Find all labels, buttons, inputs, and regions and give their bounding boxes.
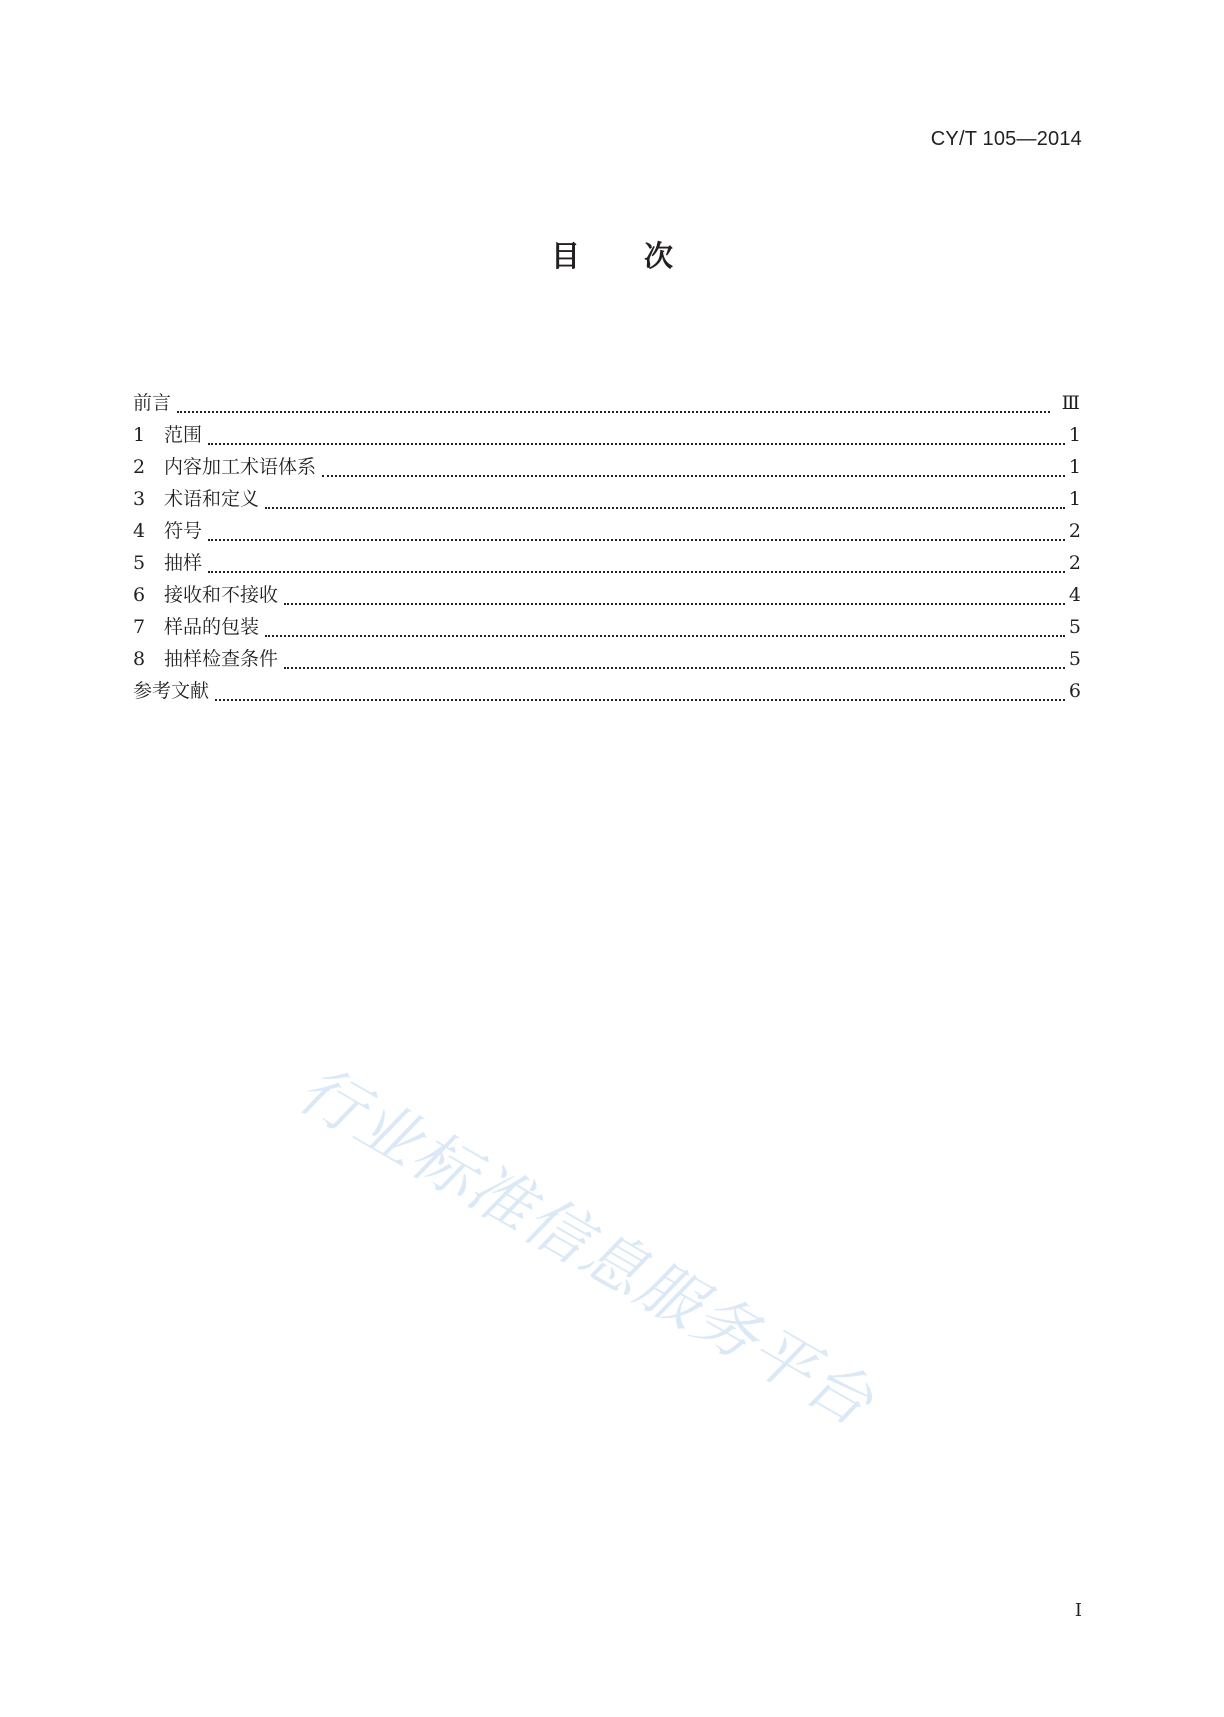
toc-entry-7[interactable] [133, 611, 1081, 643]
toc-entry-title: 样品的包装 [164, 616, 260, 638]
toc-entry-page: Ⅲ [1061, 392, 1081, 414]
toc-entry-8[interactable] [133, 643, 1081, 675]
table-of-contents [133, 387, 1081, 707]
toc-entry-title: 范围 [164, 424, 203, 446]
toc-entry-page: 2 [1068, 520, 1081, 542]
standard-code: CY/T 105—2014 [930, 128, 1082, 150]
toc-entry-page: 1 [1068, 456, 1081, 478]
dot-leader [322, 475, 1065, 477]
dot-leader [215, 699, 1065, 701]
toc-entry-2[interactable] [133, 451, 1081, 483]
toc-entry-3[interactable] [133, 483, 1081, 515]
toc-entry-title: 参考文献 [133, 680, 210, 702]
toc-entry-number: 4 [133, 520, 146, 542]
toc-entry-number: 2 [133, 456, 146, 478]
toc-entry-foreword[interactable] [133, 387, 1081, 419]
toc-entry-number: 5 [133, 552, 146, 574]
toc-entry-title: 抽样 [164, 552, 203, 574]
dot-leader [208, 571, 1065, 573]
toc-entry-number: 3 [133, 488, 146, 510]
dot-leader [208, 539, 1065, 541]
dot-leader [177, 411, 1050, 413]
page-number: I [1074, 1600, 1082, 1621]
toc-entry-6[interactable] [133, 579, 1081, 611]
toc-entry-4[interactable] [133, 515, 1081, 547]
toc-entry-number: 1 [133, 424, 146, 446]
dot-leader [284, 667, 1065, 669]
toc-entry-number: 8 [133, 648, 146, 670]
watermark: 行业标准信息服务平台 [286, 1052, 886, 1441]
toc-entry-page: 1 [1068, 424, 1081, 446]
toc-entry-page: 5 [1068, 648, 1081, 670]
dot-leader [208, 443, 1065, 445]
toc-entry-number: 6 [133, 584, 146, 606]
toc-entry-page: 5 [1068, 616, 1081, 638]
toc-entry-title: 符号 [164, 520, 203, 542]
dot-leader [265, 507, 1065, 509]
toc-entry-title: 抽样检查条件 [164, 648, 279, 670]
dot-leader [265, 635, 1065, 637]
toc-entry-title: 术语和定义 [164, 488, 260, 510]
toc-entry-title: 内容加工术语体系 [164, 456, 317, 478]
toc-entry-references[interactable] [133, 675, 1081, 707]
page-title: 目次 [550, 239, 737, 273]
dot-leader [284, 603, 1065, 605]
toc-entry-page: 4 [1068, 584, 1081, 606]
toc-entry-title: 前言 [133, 392, 172, 414]
toc-entry-5[interactable] [133, 547, 1081, 579]
toc-entry-page: 1 [1068, 488, 1081, 510]
toc-entry-page: 6 [1068, 680, 1081, 702]
toc-entry-page: 2 [1068, 552, 1081, 574]
toc-entry-number: 7 [133, 616, 146, 638]
toc-entry-1[interactable] [133, 419, 1081, 451]
toc-entry-title: 接收和不接收 [164, 584, 279, 606]
